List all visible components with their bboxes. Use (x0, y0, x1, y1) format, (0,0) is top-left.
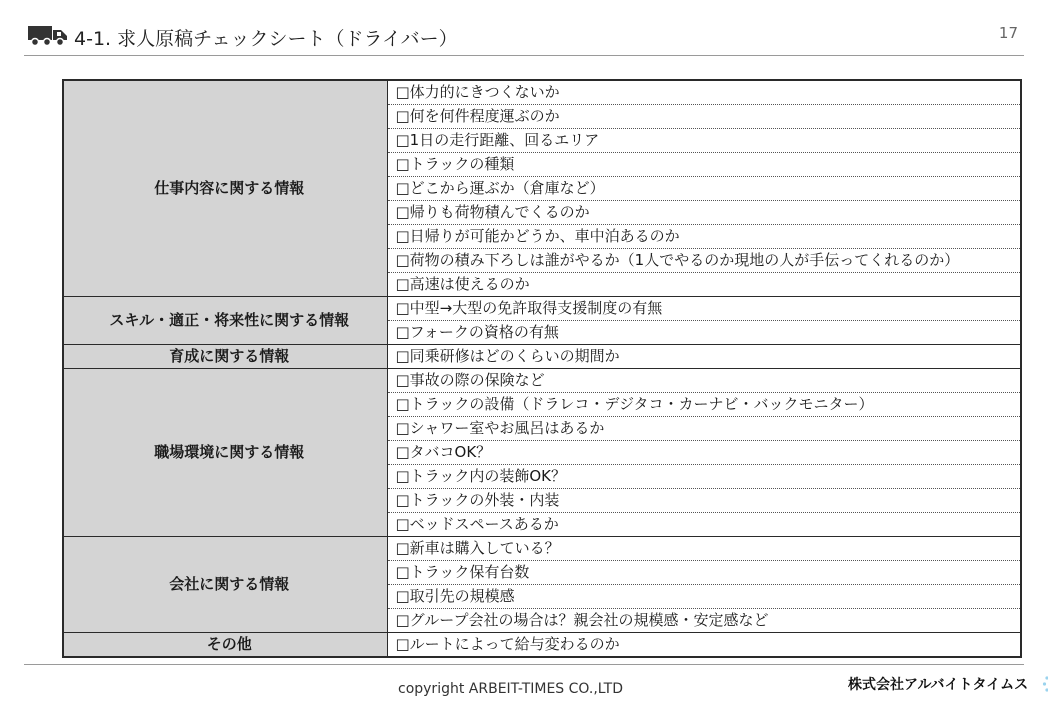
checklist-item: □シャワー室やお風呂はあるか (387, 417, 1021, 441)
checklist-item: □取引先の規模感 (387, 585, 1021, 609)
checklist-item: □同乗研修はどのくらいの期間か (387, 345, 1021, 369)
checklist-item: □グループ会社の場合は？親会社の規模感・安定感など (387, 609, 1021, 633)
company-logo-text: 株式会社アルバイトタイムス (848, 677, 1029, 693)
category-cell: 仕事内容に関する情報 (63, 80, 387, 297)
checklist-item: □中型→大型の免許取得支援制度の有無 (387, 297, 1021, 321)
copyright-text: copyright ARBEIT-TIMES CO.,LTD (398, 681, 623, 697)
checklist-item: □日帰りが可能かどうか、車中泊あるのか (387, 225, 1021, 249)
checklist-item: □トラック内の装飾OK？ (387, 465, 1021, 489)
checklist-item: □新車は購入している？ (387, 537, 1021, 561)
header-divider (24, 55, 1024, 56)
logo-dots-icon (1042, 673, 1048, 695)
checklist-table (62, 79, 1022, 658)
checklist-item: □トラックの外装・内装 (387, 489, 1021, 513)
category-cell: スキル・適正・将来性に関する情報 (63, 297, 387, 345)
category-cell: 職場環境に関する情報 (63, 369, 387, 537)
checklist-item: □帰りも荷物積んでくるのか (387, 201, 1021, 225)
checklist-item: □高速は使えるのか (387, 273, 1021, 297)
checklist-item: □事故の際の保険など (387, 369, 1021, 393)
checklist-item: □ルートによって給与変わるのか (387, 633, 1021, 658)
checklist-item: □トラック保有台数 (387, 561, 1021, 585)
checklist-item: □1日の走行距離、回るエリア (387, 129, 1021, 153)
category-cell: 会社に関する情報 (63, 537, 387, 633)
truck-icon (28, 24, 68, 46)
page-title: 4-1. 求人原稿チェックシート（ドライバー） (74, 28, 458, 50)
checklist-item: □体力的にきつくないか (387, 80, 1021, 105)
category-cell: 育成に関する情報 (63, 345, 387, 369)
checklist-item: □タバコOK？ (387, 441, 1021, 465)
checklist-item: □どこから運ぶか（倉庫など） (387, 177, 1021, 201)
checklist-item: □何を何件程度運ぶのか (387, 105, 1021, 129)
checklist-item: □荷物の積み下ろしは誰がやるか（1人でやるのか現地の人が手伝ってくれるのか） (387, 249, 1021, 273)
company-logo (848, 671, 1048, 697)
checklist-item: □ベッドスペースあるか (387, 513, 1021, 537)
checklist-item: □トラックの設備（ドラレコ・デジタコ・カーナビ・バックモニター） (387, 393, 1021, 417)
page-header (28, 22, 1018, 52)
checklist-item: □トラックの種類 (387, 153, 1021, 177)
checklist-item: □フォークの資格の有無 (387, 321, 1021, 345)
page-number: 17 (998, 24, 1018, 42)
category-cell: その他 (63, 633, 387, 658)
footer-divider (24, 664, 1024, 665)
